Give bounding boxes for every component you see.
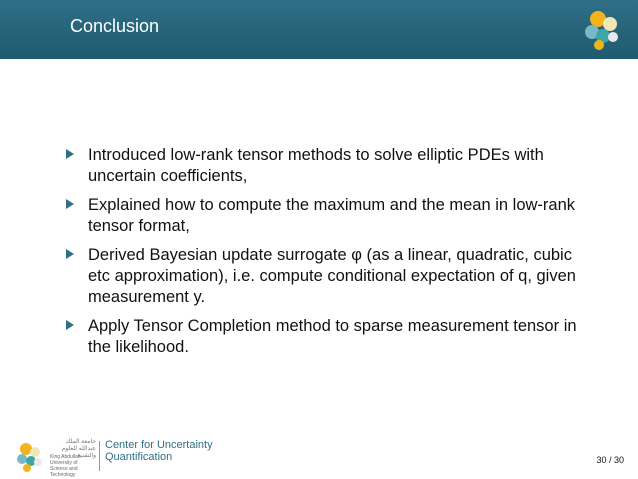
triangle-bullet-icon	[66, 149, 74, 159]
bullet-text: Explained how to compute the maximum and the mean in low-rank tensor format,	[88, 196, 575, 235]
kaust-logo-icon	[578, 6, 624, 52]
bullet-text: Apply Tensor Completion method to sparse measurement tensor in the likelihood.	[88, 317, 577, 356]
bullet-item	[66, 316, 596, 358]
bullet-item	[66, 245, 596, 308]
triangle-bullet-icon	[66, 249, 74, 259]
institution-name: King Abdullah University of Science and Technology	[50, 454, 81, 478]
slide-title: Conclusion	[70, 16, 160, 36]
institution-arabic-name: جامعة الملك عبدالله للعلوم والتقنية	[61, 439, 96, 459]
bullet-item	[66, 145, 596, 187]
triangle-bullet-icon	[66, 199, 74, 209]
bullet-text: Introduced low-rank tensor methods to solve elliptic PDEs with uncertain coefficients,	[88, 146, 544, 185]
slide-content	[66, 145, 596, 366]
slide-footer	[0, 439, 638, 479]
bullet-text: Derived Bayesian update surrogate φ (as a linear, quadratic, cubic etc approximation), i.e. compute conditional expectation of q, given measurement y.	[88, 246, 576, 306]
kaust-logo-icon	[12, 439, 46, 473]
center-name-line1: Center for Uncertainty	[105, 439, 213, 451]
page-number: 30 / 30	[596, 455, 624, 465]
center-name	[105, 439, 213, 463]
triangle-bullet-icon	[66, 320, 74, 330]
slide-header	[0, 0, 638, 59]
center-name-line2: Quantification	[105, 451, 173, 463]
bullet-item	[66, 195, 596, 237]
footer-divider	[99, 441, 100, 471]
